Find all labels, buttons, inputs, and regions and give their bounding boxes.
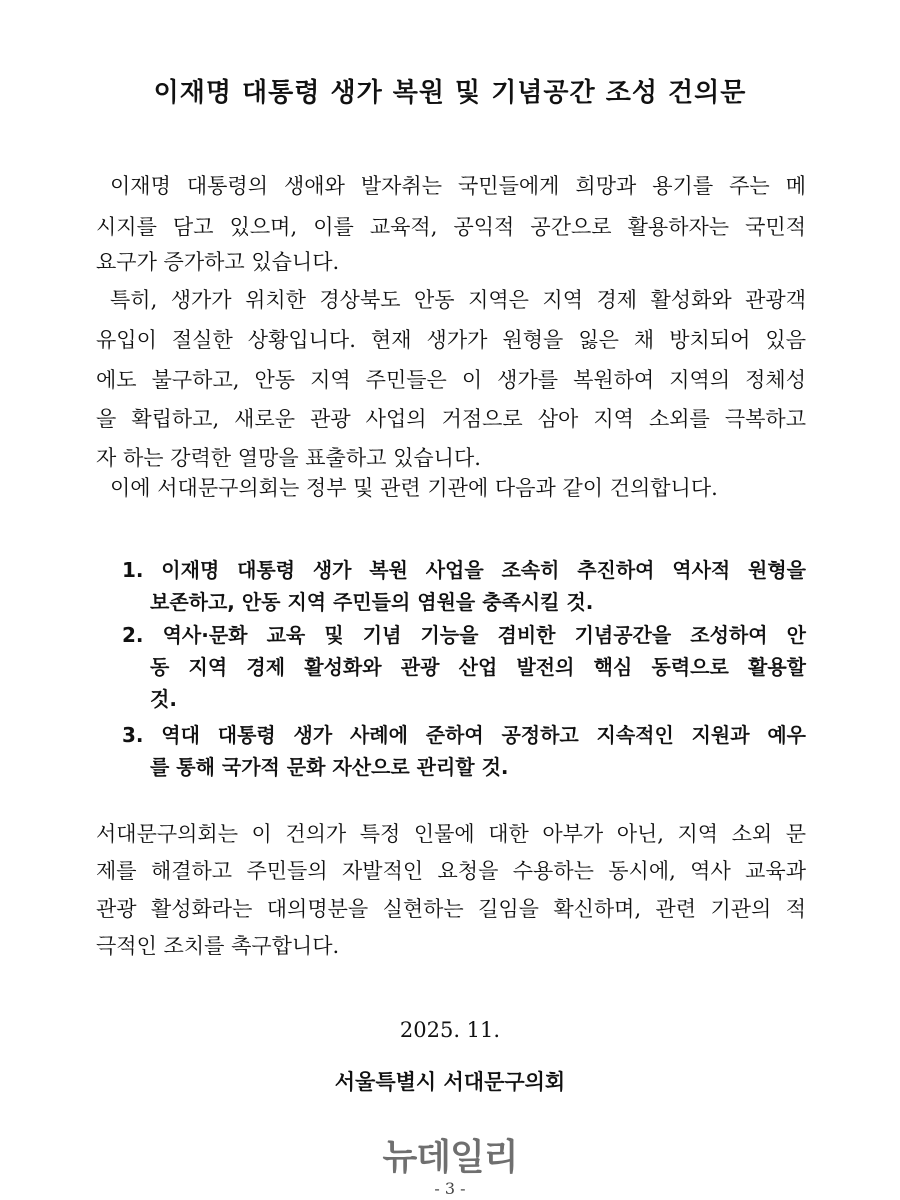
list-item-2: 2. 역사·문화 교육 및 기념 기능을 겸비한 기념공간을 조성하여 안 <box>122 623 806 647</box>
text-line: 제를 해결하고 주민들의 자발적인 요청을 수용하는 동시에, 역사 교육과 <box>96 859 806 883</box>
text-line: 이재명 대통령의 생애와 발자취는 국민들에게 희망과 용기를 주는 메 <box>110 174 806 198</box>
list-item-2-cont: 것. <box>150 687 177 711</box>
text-line: 이에 서대문구의회는 정부 및 관련 기관에 다음과 같이 건의합니다. <box>110 476 718 500</box>
document-date: 2025. 11. <box>399 1018 501 1042</box>
issuing-organization: 서울특별시 서대문구의회 <box>334 1070 566 1094</box>
page-number: - 3 - <box>434 1179 466 1198</box>
text-line: 요구가 증가하고 있습니다. <box>96 250 340 274</box>
text-line: 을 확립하고, 새로운 관광 사업의 거점으로 삼아 지역 소외를 극복하고 <box>96 407 806 431</box>
list-item-3-cont: 를 통해 국가적 문화 자산으로 관리할 것. <box>150 755 509 779</box>
list-item-1-cont: 보존하고, 안동 지역 주민들의 염원을 충족시킬 것. <box>150 590 594 614</box>
text-line: 서대문구의회는 이 건의가 특정 인물에 대한 아부가 아닌, 지역 소외 문 <box>96 822 806 846</box>
list-item-2-cont: 동 지역 경제 활성화와 관광 산업 발전의 핵심 동력으로 활용할 <box>150 655 806 679</box>
list-item-1: 1. 이재명 대통령 생가 복원 사업을 조속히 추진하여 역사적 원형을 <box>122 558 806 582</box>
list-item-3: 3. 역대 대통령 생가 사례에 준하여 공정하고 지속적인 지원과 예우 <box>122 723 806 747</box>
text-line: 유입이 절실한 상황입니다. 현재 생가가 원형을 잃은 채 방치되어 있음 <box>96 328 806 352</box>
text-line: 관광 활성화라는 대의명분을 실현하는 길임을 확신하며, 관련 기관의 적 <box>96 897 806 921</box>
watermark-logo: 뉴데일리 <box>382 1137 518 1178</box>
text-line: 특히, 생가가 위치한 경상북도 안동 지역은 지역 경제 활성화와 관광객 <box>110 288 806 312</box>
document-title: 이재명 대통령 생가 복원 및 기념공간 조성 건의문 <box>153 78 747 108</box>
text-line: 에도 불구하고, 안동 지역 주민들은 이 생가를 복원하여 지역의 정체성 <box>96 368 806 392</box>
text-line: 자 하는 강력한 열망을 표출하고 있습니다. <box>96 446 481 470</box>
text-line: 시지를 담고 있으며, 이를 교육적, 공익적 공간으로 활용하자는 국민적 <box>96 215 806 239</box>
text-line: 극적인 조치를 촉구합니다. <box>96 934 340 958</box>
